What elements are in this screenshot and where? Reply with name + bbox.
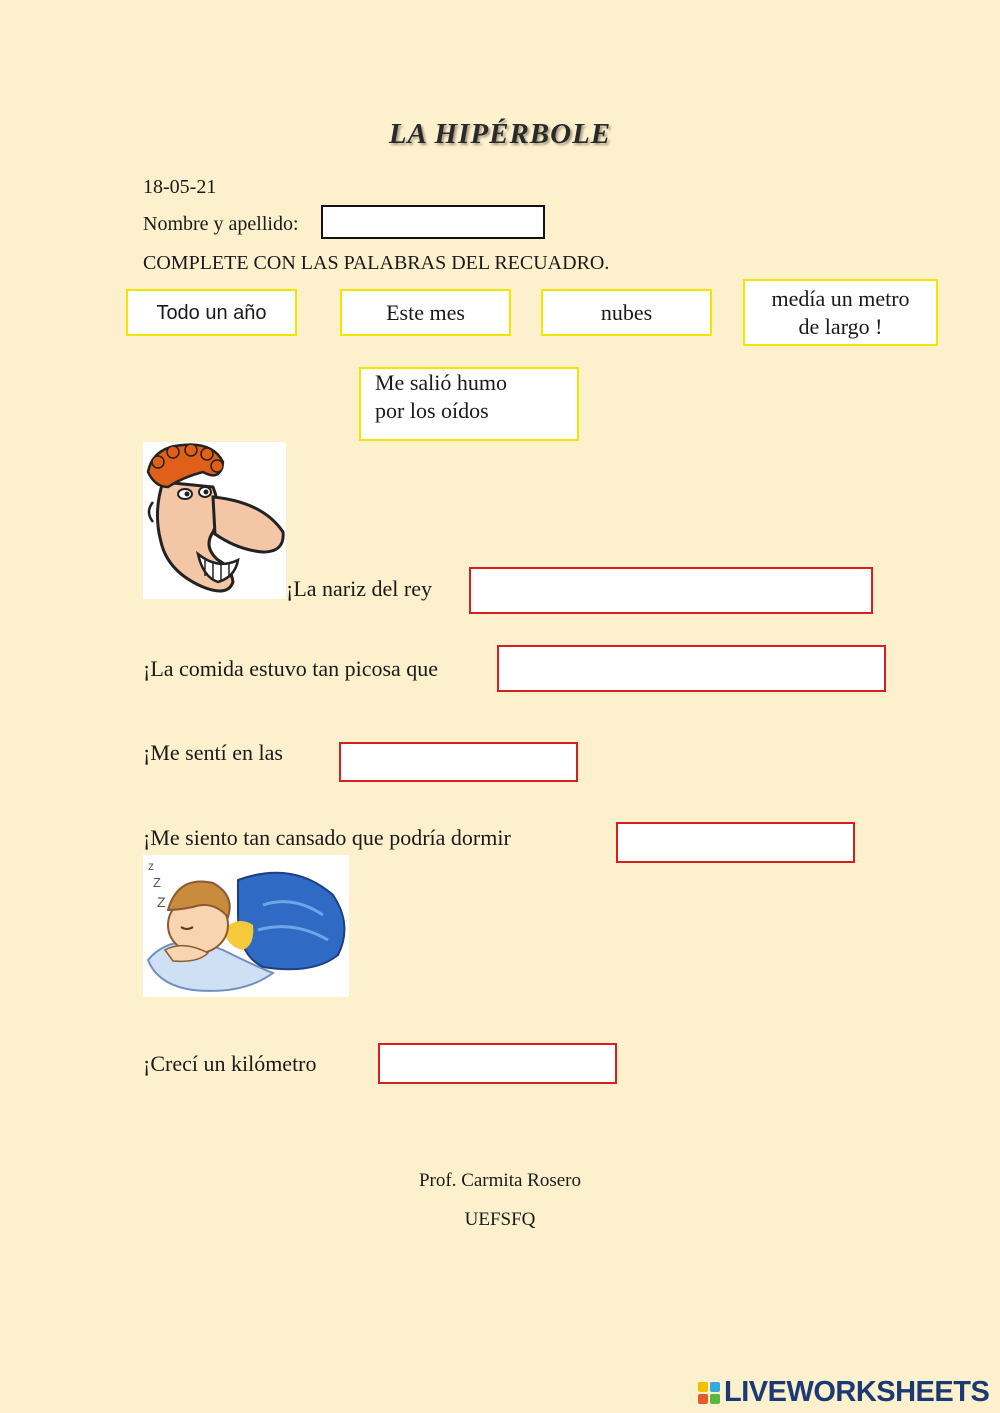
- word-chip-humo-oidos[interactable]: [359, 367, 579, 441]
- liveworksheets-logo-icon: [698, 1382, 720, 1404]
- date-text: 18-05-21: [143, 176, 217, 198]
- word-chip-label: Este mes: [386, 299, 465, 325]
- word-chip-label: de largo !: [798, 313, 883, 339]
- answer-box-3[interactable]: [339, 742, 578, 782]
- sentence-2: ¡La comida estuvo tan picosa que: [143, 656, 439, 681]
- word-chip-media-un-metro[interactable]: [743, 279, 938, 346]
- sentence-3: ¡Me sentí en las: [143, 740, 283, 765]
- answer-box-5[interactable]: [378, 1043, 617, 1084]
- name-input[interactable]: [321, 205, 545, 239]
- word-chip-label: nubes: [600, 299, 653, 325]
- worksheet-title: LA HIPÉRBOLE: [388, 118, 612, 150]
- instruction-text: COMPLETE CON LAS PALABRAS DEL RECUADRO.: [143, 252, 610, 274]
- sentence-1: ¡La nariz del rey: [286, 576, 432, 601]
- svg-text:Z: Z: [157, 894, 166, 910]
- brand-name: LIVEWORKSHEETS: [724, 1376, 990, 1408]
- word-chip-todo-un-ano[interactable]: [126, 289, 297, 336]
- svg-text:Z: Z: [153, 875, 161, 890]
- liveworksheets-logo[interactable]: [698, 1376, 989, 1409]
- answer-box-2[interactable]: [497, 645, 886, 692]
- name-label: Nombre y apellido:: [143, 213, 299, 235]
- sentence-4: ¡Me siento tan cansado que podría dormir: [143, 825, 511, 850]
- word-chip-nubes[interactable]: [541, 289, 712, 336]
- word-chip-label: Todo un año: [156, 301, 267, 324]
- sentence-5: ¡Crecí un kilómetro: [143, 1051, 317, 1076]
- svg-text:z: z: [148, 859, 154, 873]
- sleeping-boy-image: [143, 855, 349, 997]
- school-text: UEFSFQ: [464, 1209, 536, 1230]
- word-chip-label: Me salió humo: [375, 370, 507, 395]
- author-text: Prof. Carmita Rosero: [418, 1170, 581, 1191]
- answer-box-4[interactable]: [616, 822, 855, 863]
- answer-box-1[interactable]: [469, 567, 873, 614]
- word-chip-este-mes[interactable]: [340, 289, 511, 336]
- word-chip-label: medía un metro: [771, 285, 910, 311]
- big-nose-man-image: [143, 442, 286, 599]
- word-chip-label: por los oídos: [375, 398, 489, 423]
